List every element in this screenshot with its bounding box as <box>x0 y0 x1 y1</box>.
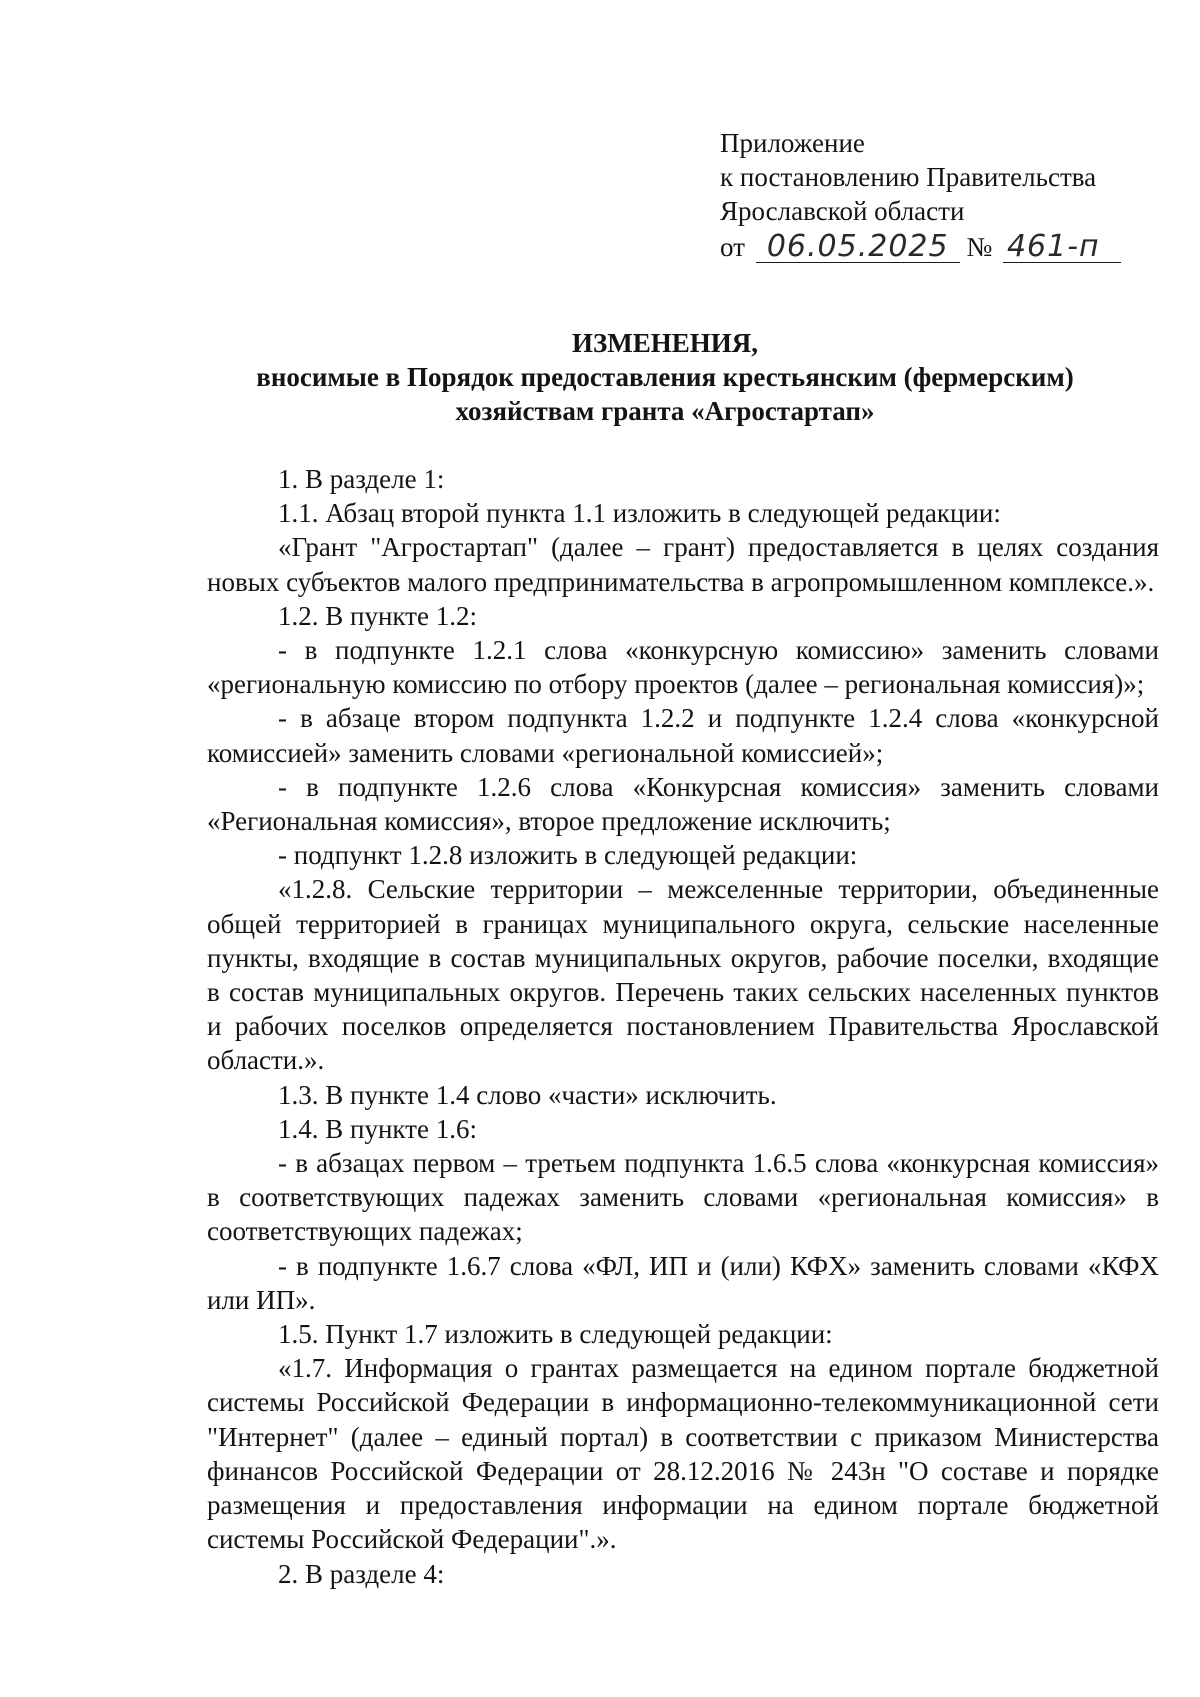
paragraph: - в абзацах первом – третьем подпункта 1.6.5 слова «конкурсная комиссия» в соответствующих падежах заменить словами «региональная комиссия» в соответствующих падежах; <box>207 1148 1159 1247</box>
handwritten-number: 461-п <box>1003 232 1121 263</box>
paragraph: «1.2.8. Сельские территории – межселенные территории, объединенные общей территорией в границах муниципального округа, сельские населенные пункты, входящие в состав муниципальных округов, рабочие поселки, входящие в состав муниципальных округов. Перечень таких сельских населенных пунктов и рабочих поселков определяется постановлением Правительства Ярославской области.». <box>207 874 1159 1076</box>
document-title <box>200 326 1130 428</box>
appendix-header <box>720 126 1121 264</box>
title-line-1: ИЗМЕНЕНИЯ, <box>571 328 758 358</box>
title-line-2: вносимые в Порядок предоставления крестьянским (фермерским) <box>256 362 1074 392</box>
paragraph: 1.2. В пункте 1.2: <box>278 600 477 631</box>
date-number-line <box>720 230 1121 264</box>
paragraph: «Грант "Агростартап" (далее – грант) предоставляется в целях создания новых субъектов малого предпринимательства в агропромышленном комплексе.». <box>207 532 1159 597</box>
paragraph: - в подпункте 1.2.6 слова «Конкурсная комиссия» заменить словами «Региональная комиссия», второе предложение исключить; <box>207 771 1159 837</box>
paragraph: 1.4. В пункте 1.6: <box>278 1113 477 1144</box>
paragraph: 1. В разделе 1: <box>278 464 445 494</box>
date-prefix: от <box>720 232 745 262</box>
paragraph: 2. В разделе 4: <box>278 1558 445 1589</box>
paragraph: «1.7. Информация о грантах размещается на едином портале бюджетной системы Российской Федерации в информационно-телекоммуникационной сети "Интернет" (далее – единый портал) в соответствии с приказом Министерства финансов Российской Федерации от 28.12.2016 № 243н "О составе и порядке размещения и предоставления информации на едином портале бюджетной системы Российской Федерации".». <box>207 1353 1159 1555</box>
title-line-3: хозяйствам гранта «Агростартап» <box>455 396 875 426</box>
paragraph: 1.1. Абзац второй пункта 1.1 изложить в следующей редакции: <box>278 498 1001 529</box>
paragraph: - в подпункте 1.2.1 слова «конкурсную комиссию» заменить словами «региональную комиссию по отбору проектов (далее – региональная комиссия)»; <box>207 635 1159 700</box>
appendix-decree-line: к постановлению Правительства <box>720 162 1097 192</box>
paragraph: - в подпункте 1.6.7 слова «ФЛ, ИП и (или) КФХ» заменить словами «КФХ или ИП». <box>207 1250 1159 1315</box>
handwritten-date: 06.05.2025 <box>756 232 960 263</box>
paragraph: - подпункт 1.2.8 изложить в следующей редакции: <box>278 840 858 871</box>
appendix-region-line: Ярославской области <box>720 196 965 226</box>
document-body <box>207 462 1159 1591</box>
paragraph: 1.5. Пункт 1.7 изложить в следующей редакции: <box>278 1319 833 1350</box>
number-prefix: № <box>966 232 993 262</box>
appendix-label: Приложение <box>720 128 865 158</box>
paragraph: - в абзаце втором подпункта 1.2.2 и подпункте 1.2.4 слова «конкурсной комиссией» заменить словами «региональной комиссией»; <box>207 703 1159 768</box>
paragraph: 1.3. В пункте 1.4 слово «части» исключить. <box>278 1079 777 1110</box>
